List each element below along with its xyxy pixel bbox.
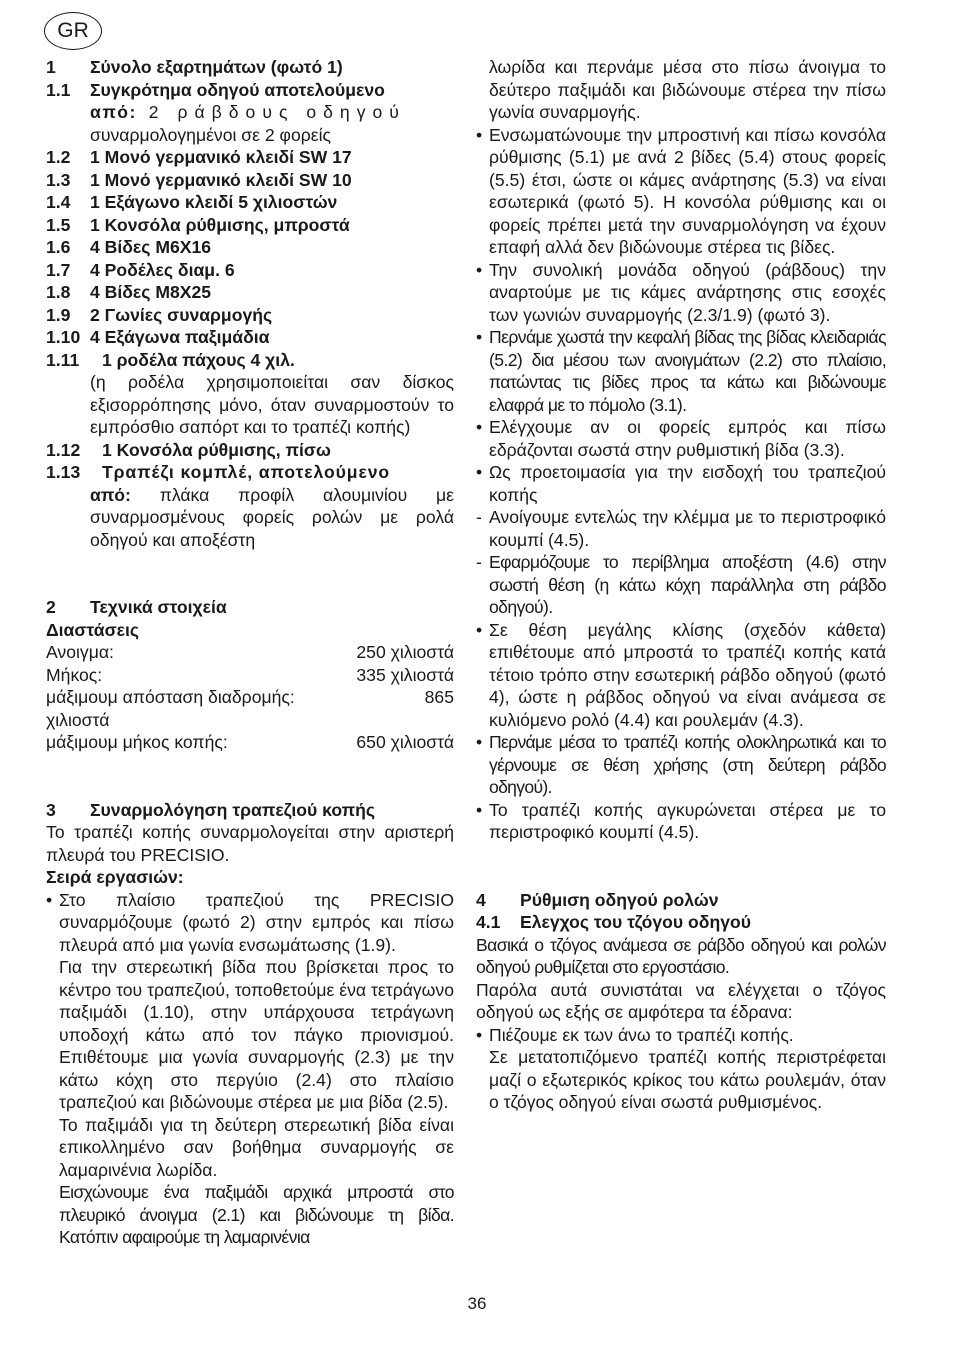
item-list	[46, 146, 454, 371]
list-item: 1.3 1 Μονό γερμανικό κλειδί SW 10	[46, 169, 352, 190]
bullet-icon: •	[476, 124, 483, 145]
bullet-item: • Το τραπέζι κοπής αγκυρώνεται στέρεα με το περιστροφικό κουμπί (4.5).	[476, 799, 886, 842]
bullet-icon: •	[46, 889, 53, 910]
bullet-item: • Την συνολική μονάδα οδηγού (ράβδους) την αναρτούμε με τις κάμες ανάρτησης στις εσοχές των γωνιών συναρμογής (2.3/1.9) (φωτό 3).	[476, 259, 886, 325]
item-1-11-note: (η ροδέλα χρησιμοποιείται σαν δίσκος εξισορρόπησης μόνο, όταν συναρμοστούν το εμπρόσθιο σαπόρτ και το τραπέζι κοπής)	[90, 372, 454, 437]
bullet-item: • Ως προετοιμασία για την εισδοχή του τραπεζιού κοπής	[476, 462, 886, 505]
left-column	[46, 56, 454, 1249]
bullet-item: • Περνάμε μέσα το τραπέζι κοπής ολοκληρωτικά και το γέρνουμε σε θέση χρήσης (στη δεύτερη ράβδο οδηγού).	[476, 732, 886, 797]
bullet-icon: •	[476, 462, 483, 482]
language-badge: GR	[44, 12, 102, 50]
section-2-heading: 2 Τεχνικά στοιχεία	[46, 597, 227, 617]
dimension-row: Μήκος: 335 χιλιοστά	[46, 664, 454, 685]
bullet-icon: •	[476, 327, 483, 347]
item-1-1: 1.1 Συγκρότημα οδηγού αποτελούμενο	[46, 79, 385, 100]
list-item: 1.2 1 Μονό γερμανικό κλειδί SW 17	[46, 147, 352, 167]
list-item: 1.5 1 Κονσόλα ρύθμισης, μπροστά	[46, 214, 350, 235]
bullet-item: • Ελέγχουμε αν οι φορείς εμπρός και πίσω εδράζονται σωστά στην ρυθμιστική βίδα (3.3).	[476, 417, 886, 460]
right-column	[476, 56, 886, 1114]
list-item: 1.7 4 Ροδέλες διαμ. 6	[46, 259, 235, 280]
dimension-row-cont: χιλιοστά	[46, 709, 110, 730]
bullet-item: • Στο πλαίσιο τραπεζιού της PRECISIO συναρμόζουμε (φωτό 2) στην εμπρός και πίσω πλευρά από μια γωνία ενσωμάτωσης (1.9). Για την στερεωτική βίδα που βρίσκεται προς το κέντρο του τραπεζιού, τοποθετούμε ένα τετράγωνο παξιμάδι (1.10), στην υπάρχουσα τετράγωνη υποδοχή κάτω από τον πάγκο πριονισμού. Επιθέτουμε μια γωνία συναρμογής (2.3) με την κάτω κόχη στο περγύιο (2.4) στο πλαίσιο τραπεζιού και βιδώνουμε στέρεα με μια βίδα (2.5). Το παξιμάδι για τη δεύτερη στερεωτική βίδα είναι επικολλημένο σαν βοήθημα συναρμογής σε λαμαρινένια λωρίδα. Εισχώνουμε ένα παξιμάδι αρχικά μπροστά στο πλευρικό άνοιγμα (2.1) και βιδώνουμε τη βίδα. Κατόπιν αφαιρούμε τη λαμαρινένια	[46, 889, 454, 1247]
bullet-item: • Περνάμε χωστά την κεφαλή βίδας της βίδας κλειδαριάς (5.2) δια μέσου των ανοιγμάτων (2.2) στο πλαίσιο, πατώντας τις βίδες προς τα κάτω και βιδώνουμε ελαφρά με το πόμολο (3.1).	[476, 327, 886, 415]
dash-icon: -	[476, 507, 482, 527]
list-item: 1.8 4 Βίδες M8X25	[46, 282, 212, 302]
list-item: 1.11 1 ροδέλα πάχους 4 χιλ.	[46, 349, 295, 370]
dimension-row: Ανοιγμα: 250 χιλιοστά	[46, 642, 454, 662]
bullet-item: • Πιέζουμε εκ των άνω το τραπέζι κοπής. Σε μετατοπιζόμενο τραπέζι κοπής περιστρέφεται μαζί ο εξωτερικός κρίκος του κάτω ρουλεμάν, όταν ο τζόγος οδηγού είναι σωστά ρυθμισμένος.	[476, 1024, 886, 1112]
section-4-para: Βασικά ο τζόγος ανάμεσα σε ράβδο οδηγού και ρολών οδηγού ρυθμίζεται στο εργοστάσιο.	[476, 934, 886, 977]
list-item: 1.9 2 Γωνίες συναρμογής	[46, 304, 273, 325]
page-number: 36	[467, 1294, 487, 1313]
dash-item: - Ανοίγουμε εντελώς την κλέμμα με το περιστροφικό κουμπί (4.5).	[476, 507, 886, 550]
item-1-12: 1.12 1 Κονσόλα ρύθμισης, πίσω	[46, 439, 331, 460]
item-1-1-desc: από: 2 ράβδους οδηγού συναρμολογημένοι σε 2 φορείς	[90, 102, 406, 145]
bullet-icon: •	[476, 417, 483, 437]
dimension-row: μάξιμουμ μήκος κοπής: 650 χιλιοστά	[46, 732, 454, 752]
bullet-item: • Σε θέση μεγάλης κλίσης (σχεδόν κάθετα) επιθέτουμε από μπροστά το τραπέζι κοπής κατά τέτοιο τρόπο στην εσωτερική ράβδο οδηγού (φωτό 4), ώστε η ράβδος οδηγού να είναι ανάμεσα σε κυλιόμενο ρολό (4.4) και ρουλεμάν (4.3).	[476, 619, 886, 730]
section-3-heading: 3 Συναρμολόγηση τραπεζιού κοπής	[46, 799, 375, 820]
dimensions-heading: Διαστάσεις	[46, 619, 139, 640]
section-3-intro: Το τραπέζι κοπής συναρμολογείται στην αριστερή πλευρά του PRECISIO.	[46, 822, 454, 865]
bullet-icon: •	[476, 1024, 483, 1045]
continued-text: λωρίδα και περνάμε μέσα στο πίσω άνοιγμα το δεύτερο παξιμάδι και βιδώνουμε στέρεα την πίσω γωνία συναρμογής.	[489, 57, 886, 122]
bullet-icon: •	[476, 619, 483, 640]
section-4-1-heading: 4.1 Ελεγχος του τζόγου οδηγού	[476, 912, 751, 932]
work-order-heading: Σειρά εργασιών:	[46, 867, 184, 887]
dash-icon: -	[476, 552, 482, 572]
item-1-13-desc: από: πλάκα προφίλ αλουμινίου με συναρμοσμένους φορείς ρολών με ρολά οδηγού και αποξέστη	[90, 484, 454, 550]
section-4-heading: 4 Ρύθμιση οδηγού ρολών	[476, 889, 719, 910]
dash-item: - Εφαρμόζουμε το περίβλημα αποξέστη (4.6) στην σωστή θέση (η κάτω κόχη παράλληλα στη ράβδο οδηγού).	[476, 552, 886, 617]
bullet-icon: •	[476, 732, 483, 752]
bullet-item: • Ενσωματώνουμε την μπροστινή και πίσω κονσόλα ρύθμισης (5.1) με ανά 2 βίδες (5.4) στους φορείς (5.5) έτσι, ώστε οι κάμες ανάρτησης (5.3) να είναι εσωτερικά (φωτό 5). Η κονσόλα ρύθμισης και οι φορείς πρέπει μετά την συναρμολόγηση να έχουν επαφή αλλά δεν βιδώνουμε στέρεα τις βίδες.	[476, 124, 886, 257]
section-4-para: Παρόλα αυτά συνιστάται να ελέγχεται ο τζόγος οδηγού ως εξής σε αμφότερα τα έδρανα:	[476, 979, 886, 1022]
list-item: 1.4 1 Εξάγωνο κλειδί 5 χιλιοστών	[46, 192, 338, 212]
bullet-icon: •	[476, 259, 483, 280]
section-1-heading: 1 Σύνολο εξαρτημάτων (φωτό 1)	[46, 57, 343, 77]
dimension-row: μάξιμουμ απόσταση διαδρομής: 865	[46, 687, 454, 707]
list-item: 1.10 4 Εξάγωνα παξιμάδια	[46, 327, 270, 347]
bullet-icon: •	[476, 799, 483, 820]
list-item: 1.6 4 Βίδες M6X16	[46, 237, 212, 257]
item-1-13: 1.13 Τραπέζι κομπλέ, αποτελούμενο	[46, 462, 391, 482]
